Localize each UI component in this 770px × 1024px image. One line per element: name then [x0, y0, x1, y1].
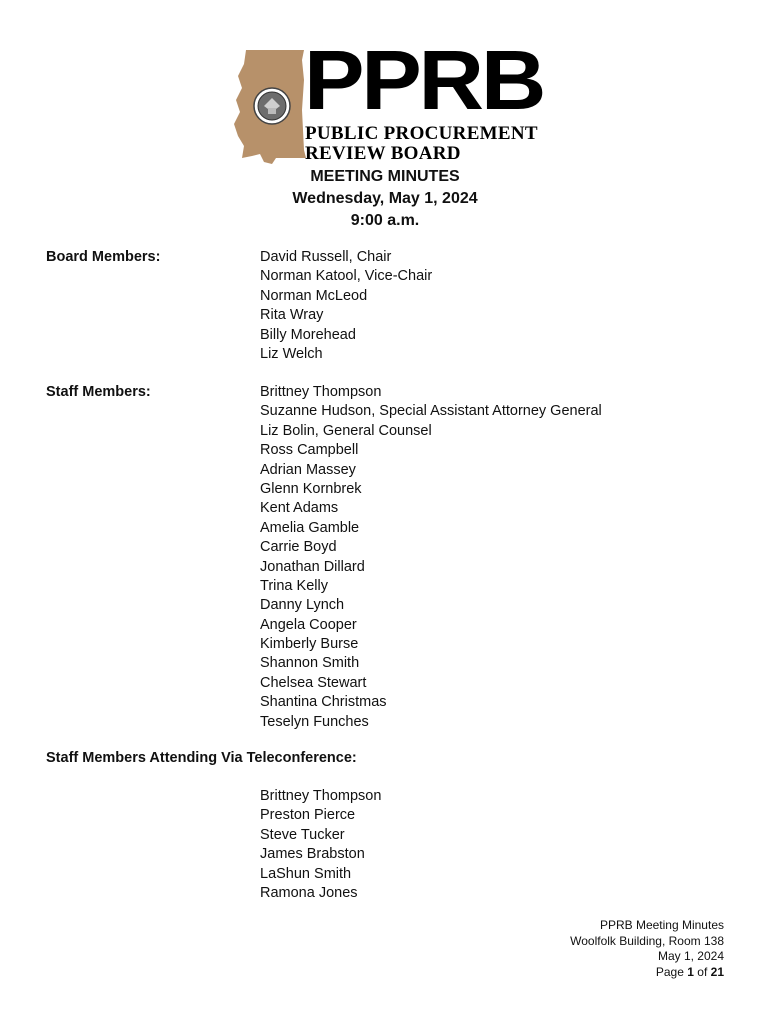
list-item: Rita Wray — [260, 307, 324, 324]
teleconference-list — [260, 787, 381, 903]
list-item: Ramona Jones — [260, 884, 358, 901]
page-number-line — [570, 965, 724, 981]
list-item: Shannon Smith — [260, 655, 360, 672]
list-item: Brittney Thompson — [260, 788, 382, 804]
teleconference-label: Staff Members Attending Via Teleconference: — [46, 750, 357, 766]
meeting-title: MEETING MINUTES — [310, 168, 460, 185]
list-item: Trina Kelly — [260, 577, 328, 594]
page-number: 1 — [687, 964, 694, 979]
list-item: Carrie Boyd — [260, 539, 337, 556]
list-item: Liz Welch — [260, 345, 323, 362]
list-item: Liz Bolin, General Counsel — [260, 422, 432, 439]
list-item: Steve Tucker — [260, 826, 345, 843]
staff-members-list — [260, 383, 602, 732]
logo-acronym: PPRB — [304, 33, 544, 127]
list-item: Kent Adams — [260, 500, 339, 517]
logo-line-1: PUBLIC PROCUREMENT — [305, 123, 538, 144]
list-item: Teselyn Funches — [260, 713, 369, 730]
footer-line-1: PPRB Meeting Minutes — [599, 918, 724, 932]
page-prefix: Page — [655, 964, 684, 979]
list-item: Amelia Gamble — [260, 519, 360, 536]
list-item: Ross Campbell — [260, 442, 359, 459]
list-item: Jonathan Dillard — [260, 558, 365, 575]
logo-line-2: REVIEW BOARD — [305, 143, 461, 164]
list-item: Danny Lynch — [260, 597, 345, 614]
list-item: Billy Morehead — [260, 326, 356, 343]
list-item: Kimberly Burse — [260, 636, 359, 653]
mississippi-state-icon — [232, 50, 312, 165]
meeting-time: 9:00 a.m. — [350, 212, 420, 229]
list-item: Preston Pierce — [260, 807, 356, 824]
list-item: Norman McLeod — [260, 287, 368, 304]
list-item: Glenn Kornbrek — [260, 480, 362, 497]
page-of: of — [697, 964, 708, 979]
page-footer — [570, 918, 724, 980]
footer-line-3: May 1, 2024 — [657, 949, 724, 963]
list-item: Brittney Thompson — [260, 384, 382, 400]
list-item: James Brabston — [260, 846, 365, 863]
staff-members-label: Staff Members: — [46, 384, 151, 400]
list-item: LaShun Smith — [260, 865, 352, 882]
meeting-date: Wednesday, May 1, 2024 — [292, 190, 478, 207]
page-total: 21 — [710, 964, 724, 979]
list-item: David Russell, Chair — [260, 249, 392, 265]
pprb-logo — [232, 33, 544, 165]
list-item: Suzanne Hudson, Special Assistant Attorney General — [260, 403, 602, 420]
board-members-list — [260, 248, 432, 364]
board-members-label: Board Members: — [46, 249, 161, 265]
list-item: Adrian Massey — [260, 461, 356, 478]
list-item: Norman Katool, Vice-Chair — [260, 268, 433, 285]
list-item: Chelsea Stewart — [260, 674, 367, 691]
footer-line-2: Woolfolk Building, Room 138 — [570, 933, 724, 948]
list-item: Angela Cooper — [260, 616, 357, 633]
meeting-header — [0, 166, 770, 232]
list-item: Shantina Christmas — [260, 694, 387, 711]
